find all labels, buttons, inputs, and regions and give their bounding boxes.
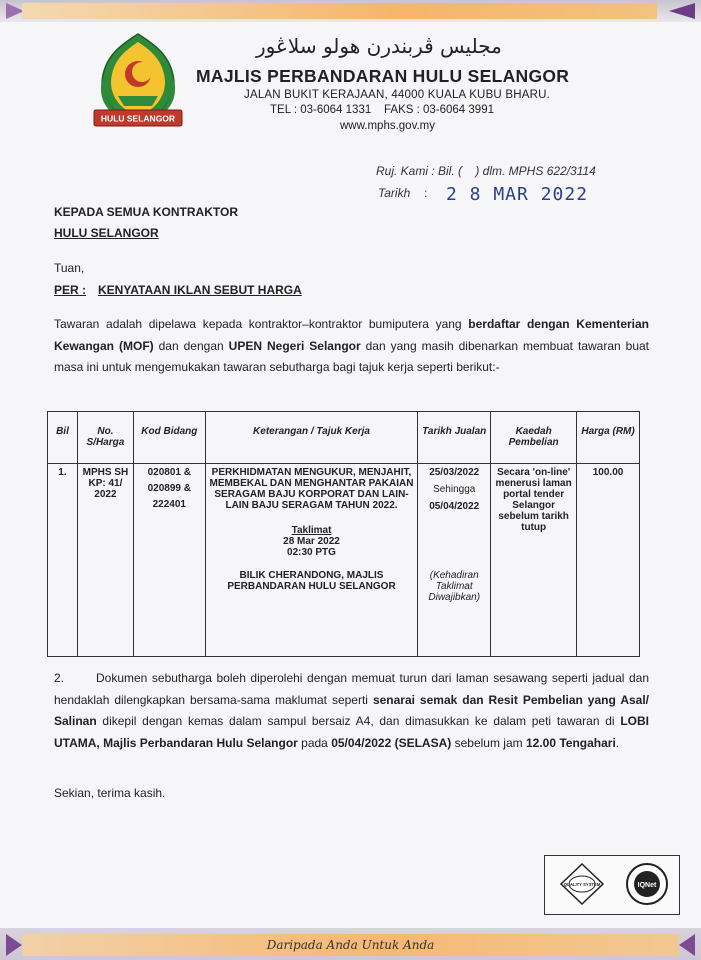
cell-no-sharga: MPHS SH KP: 41/ 2022 bbox=[77, 464, 133, 657]
p2-text-g: sebelum jam bbox=[451, 735, 526, 750]
subject-title: KENYATAAN IKLAN SEBUT HARGA bbox=[98, 283, 302, 297]
p1-text-a: Tawaran adalah dipelawa kepada kontraktor–kontraktor bumiputera yang bbox=[54, 317, 469, 331]
quality-system-badge bbox=[559, 862, 605, 906]
p2-text-a: Dokumen sebutharga boleh diperolehi dengan memuat turun dari laman sesawang seperti jadual dan hendaklah dilengkapkan bersama-sama maklumat seperti bbox=[54, 671, 649, 707]
jualan-start: 25/03/2022 bbox=[429, 467, 480, 478]
work-title: PERKHIDMATAN MENGUKUR, MENJAHIT, MEMBEKAL DAN MENGHANTAR PAKAIAN SERAGAM BAJU KORPORAT DAN LAIN-LAIN BAJU SERAGAM TAHUN 2022. bbox=[209, 467, 414, 511]
mphs-crest-logo bbox=[88, 30, 188, 132]
top-decor-band bbox=[0, 0, 701, 22]
p2-lobi-utama: LOBI UTAMA, Majlis Perbandaran Hulu Selangor bbox=[54, 714, 649, 750]
closing-line: Sekian, terima kasih. bbox=[54, 786, 166, 800]
top-orange-strip bbox=[22, 3, 657, 19]
p2-text-i: . bbox=[615, 735, 620, 750]
jualan-sehingga: Sehingga bbox=[433, 484, 476, 495]
header-harga: Harga (RM) bbox=[577, 412, 640, 464]
taklimat-time: 02:30 PTG bbox=[287, 547, 336, 558]
salutation: Tuan, bbox=[54, 261, 85, 275]
kod-2: 020899 & bbox=[147, 483, 191, 494]
header-no-sharga: No. S/Harga bbox=[77, 412, 133, 464]
kehadiran-note: (Kehadiran Taklimat Diwajibkan) bbox=[428, 570, 481, 603]
subject-label: PER : bbox=[54, 283, 87, 297]
certification-box bbox=[544, 855, 680, 915]
paragraph-1 bbox=[54, 314, 649, 379]
tender-table bbox=[47, 411, 640, 657]
p1-text-e: dan yang masih dibenarkan membuat tawaran buat masa ini untuk mengemukakan tawaran sebutharga bagi tajuk kerja seperti berikut:- bbox=[54, 338, 650, 374]
taklimat-heading: Taklimat bbox=[291, 525, 332, 536]
paragraph-2 bbox=[54, 668, 649, 754]
org-phone-fax: TEL : 03-6064 1331 FAKS : 03-6064 3991 bbox=[270, 104, 494, 116]
cell-bil: 1. bbox=[48, 464, 78, 657]
logo-label: HULU SELANGOR bbox=[100, 113, 176, 124]
p2-senarai-semak: senarai semak dan Resit Pembelian yang Asal/ Salinan bbox=[54, 692, 649, 728]
badge-quality-text: QUALITY SYSTEM bbox=[563, 882, 601, 887]
p2-closing-date: 05/04/2022 (SELASA) bbox=[331, 735, 452, 750]
badge-iqnet-text: IQNet bbox=[637, 882, 657, 889]
date-label: Tarikh bbox=[378, 186, 411, 200]
p1-upen: UPEN Negeri Selangor bbox=[228, 338, 361, 353]
cell-tarikh-jualan bbox=[418, 464, 491, 657]
header-kaedah: Kaedah Pembelian bbox=[491, 412, 577, 464]
footer-slogan: Daripada Anda Untuk Anda bbox=[266, 938, 435, 952]
table-row bbox=[48, 464, 640, 657]
p2-closing-time: 12.00 Tengahari bbox=[525, 735, 616, 750]
kod-3: 222401 bbox=[152, 499, 186, 510]
top-right-triangle bbox=[669, 3, 695, 19]
header-tarikh-jualan: Tarikh Jualan bbox=[418, 412, 491, 464]
header-keterangan: Keterangan / Tajuk Kerja bbox=[205, 412, 418, 464]
org-name: MAJLIS PERBANDARAN HULU SELANGOR bbox=[196, 66, 570, 86]
p2-number: 2. bbox=[54, 671, 65, 685]
p2-text-c: dikepil dengan kemas dalam sampul bersaiz A4, dan dimasukkan ke dalam peti tawaran di bbox=[96, 714, 621, 728]
p1-text-c: dan dengan bbox=[153, 338, 229, 353]
recipient-line-2: HULU SELANGOR bbox=[54, 226, 159, 240]
kod-1: 020801 & bbox=[147, 467, 191, 478]
recipient-line-1: KEPADA SEMUA KONTRAKTOR bbox=[54, 205, 239, 219]
cell-kod-bidang bbox=[133, 464, 205, 657]
date-stamp: 2 8 MAR 2022 bbox=[446, 184, 589, 205]
p1-mof: berdaftar dengan Kementerian Kewangan (MOF) bbox=[54, 317, 649, 353]
header-kod-bidang: Kod Bidang bbox=[133, 412, 205, 464]
p2-text-e: pada bbox=[297, 735, 332, 750]
cell-kaedah: Secara 'on-line' menerusi laman portal tender Selangor sebelum tarikh tutup bbox=[491, 464, 577, 657]
taklimat-venue: BILIK CHERANDONG, MAJLIS PERBANDARAN HULU SELANGOR bbox=[227, 570, 396, 592]
org-name-jawi: مجليس ڤربندرن هولو سلاڠور bbox=[256, 34, 502, 58]
header-bil: Bil bbox=[48, 412, 78, 464]
cell-keterangan bbox=[205, 464, 418, 657]
table-header-row bbox=[48, 412, 640, 464]
date-colon: : bbox=[424, 186, 428, 200]
taklimat-date: 28 Mar 2022 bbox=[283, 536, 340, 547]
cell-harga: 100.00 bbox=[577, 464, 640, 657]
org-website: www.mphs.gov.my bbox=[340, 120, 436, 132]
reference-number: Ruj. Kami : Bil. ( ) dlm. MPHS 622/3114 bbox=[376, 164, 596, 178]
iqnet-badge bbox=[625, 862, 669, 906]
org-address: JALAN BUKIT KERAJAAN, 44000 KUALA KUBU BHARU. bbox=[244, 89, 550, 101]
jualan-end: 05/04/2022 bbox=[429, 501, 480, 512]
